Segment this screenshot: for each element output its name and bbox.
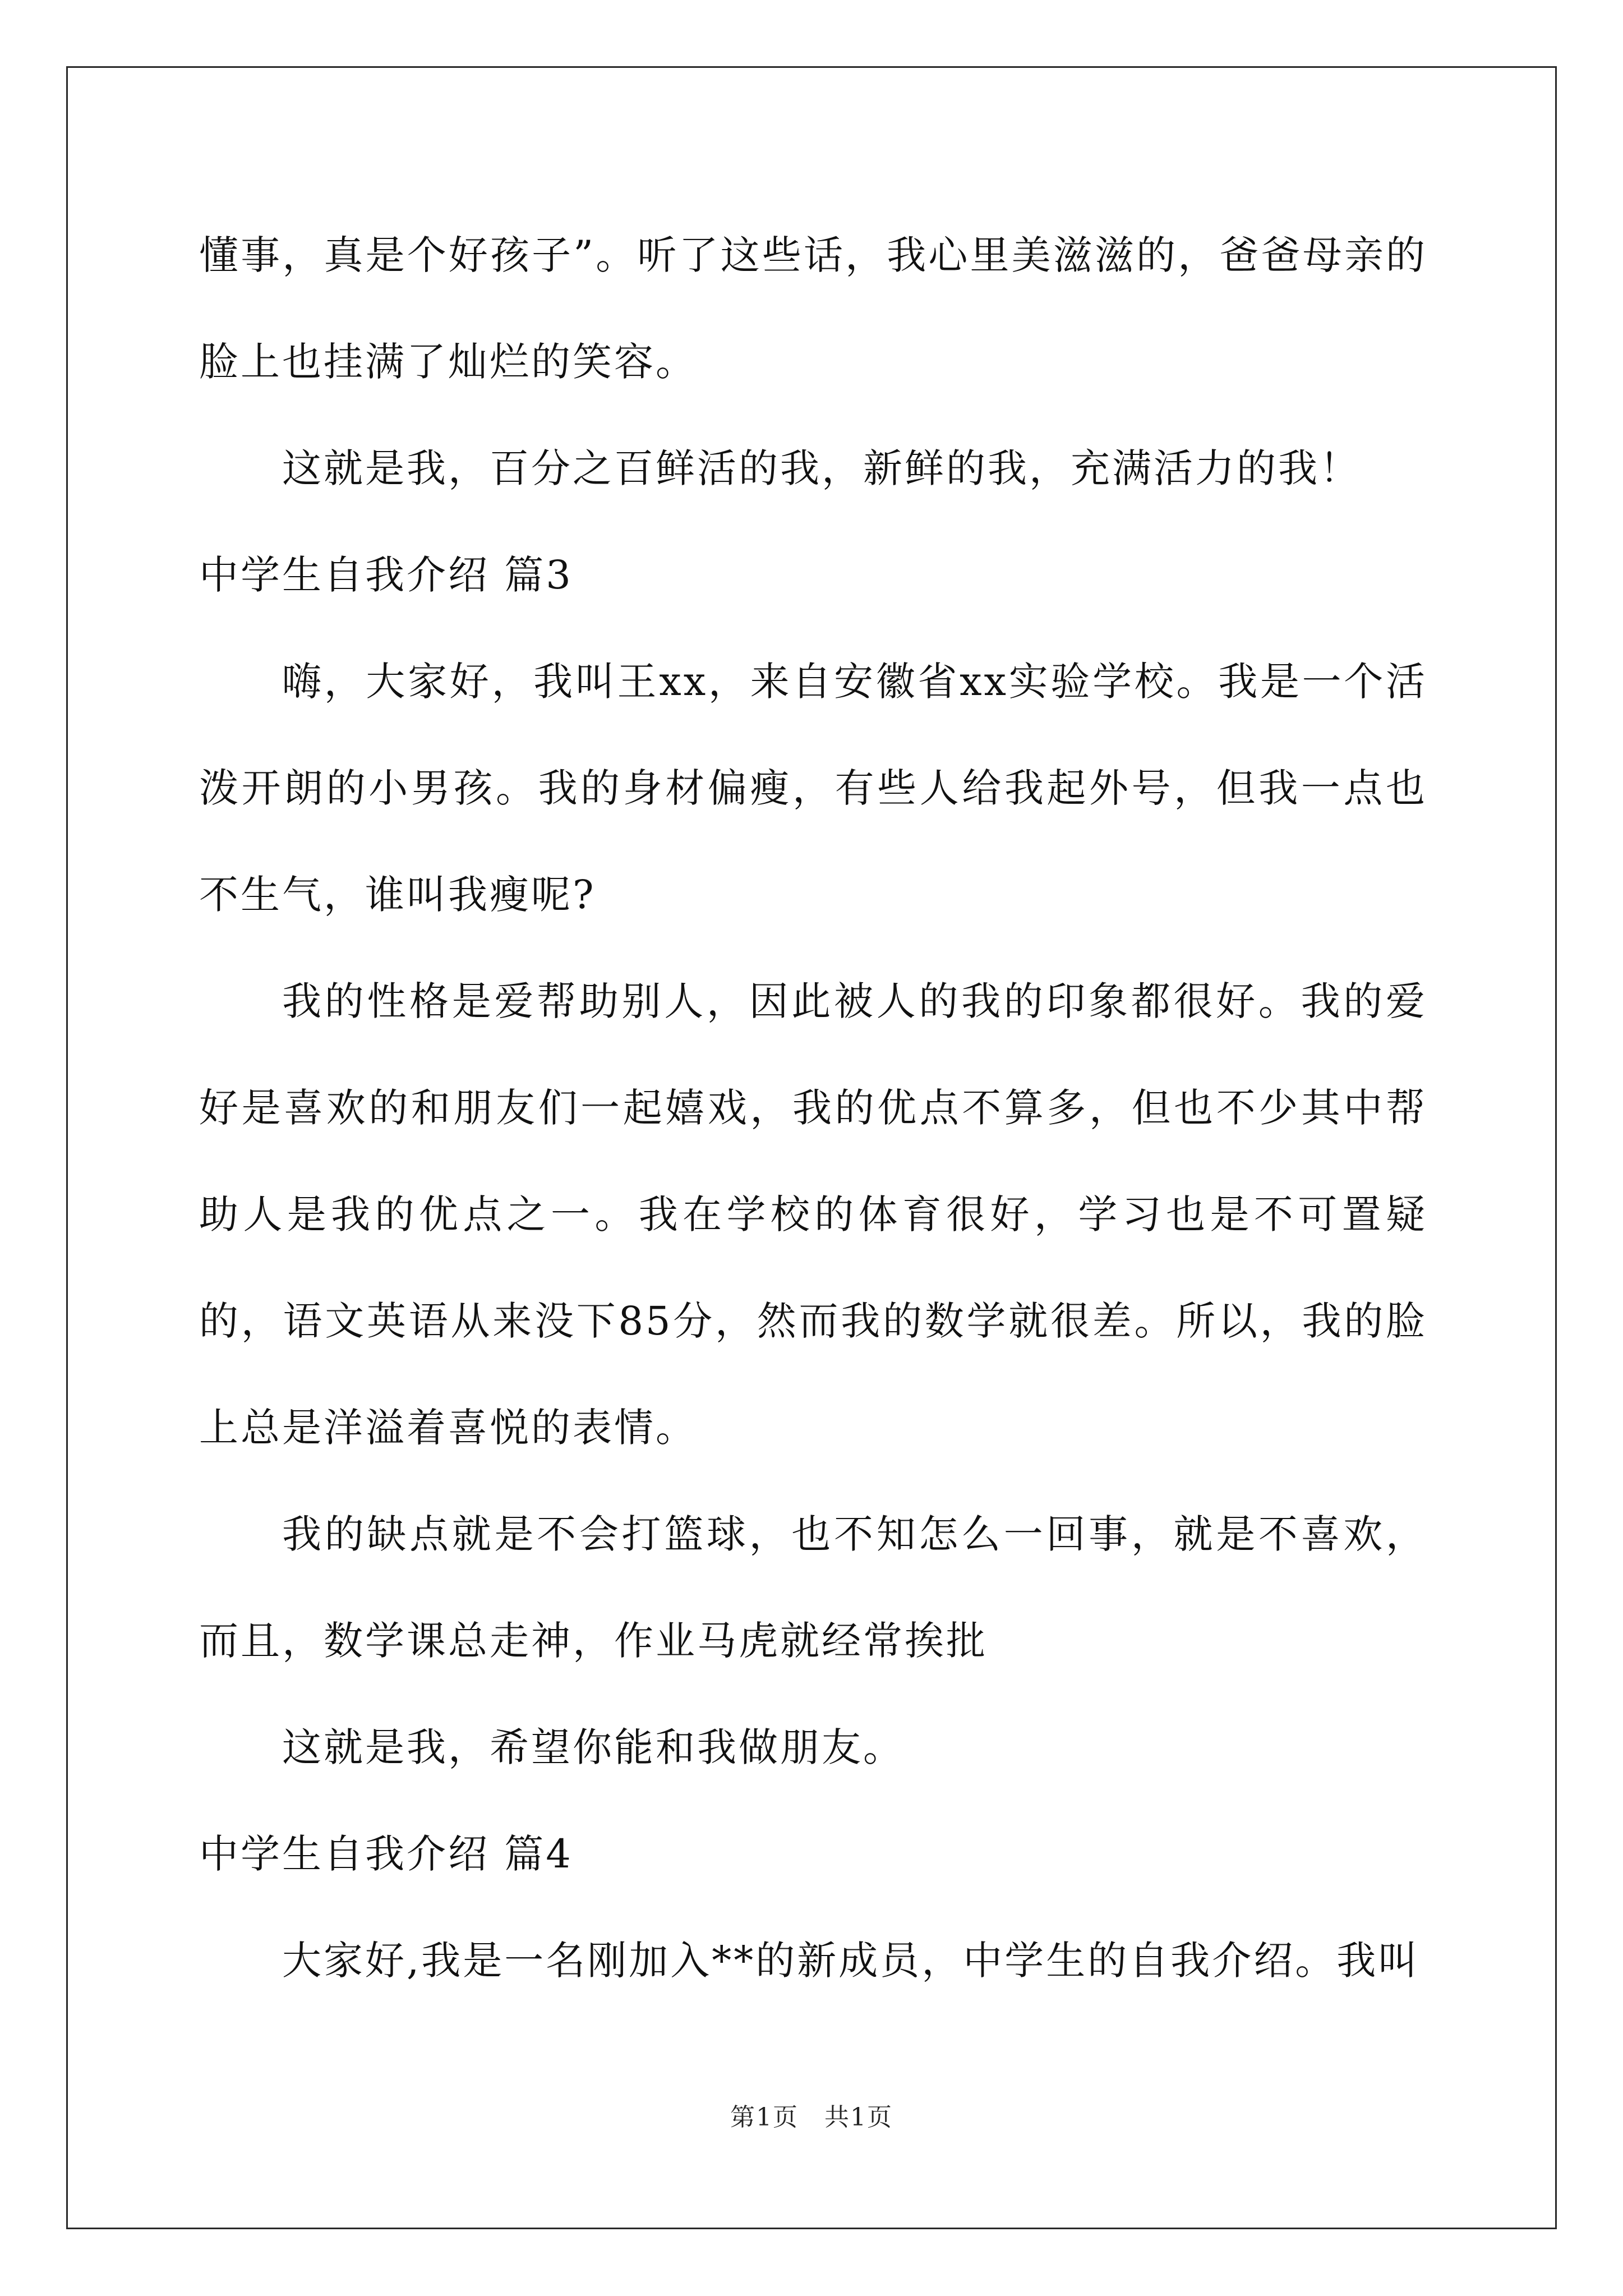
paragraph: 我的性格是爱帮助别人，因此被人的我的印象都很好。我的爱好是喜欢的和朋友们一起嬉戏，我的优点不算多，但也不少其中帮助人是我的优点之一。我在学校的体育很好，学习也是不可置疑的，语文英语从来没下85分，然而我的数学就很差。所以，我的脸上总是洋溢着喜悦的表情。: [199, 978, 1427, 1451]
paragraph: 这就是我，希望你能和我做朋友。: [282, 1724, 905, 1770]
paragraph: 这就是我，百分之百鲜活的我，新鲜的我，充满活力的我！: [282, 445, 1361, 491]
paragraph-continued: 懂事，真是个好孩子”。听了这些话，我心里美滋滋的，爸爸母亲的脸上也挂满了灿烂的笑容。: [199, 232, 1427, 385]
document-body: [199, 202, 1427, 2014]
section-heading-3: 中学生自我介绍 篇3: [199, 552, 573, 598]
section-heading-4: 中学生自我介绍 篇4: [199, 1831, 573, 1877]
paragraph: 嗨，大家好，我叫王xx，来自安徽省xx实验学校。我是一个活泼开朗的小男孩。我的身材偏瘦，有些人给我起外号，但我一点也不生气，谁叫我瘦呢?: [199, 659, 1427, 918]
paragraph: 大家好,我是一名刚加入**的新成员，中学生的自我介绍。我叫: [282, 1938, 1420, 1984]
paragraph: 我的缺点就是不会打篮球，也不知怎么一回事，就是不喜欢，而且，数学课总走神，作业马虎就经常挨批: [199, 1511, 1427, 1664]
page-footer: 第1页 共1页: [730, 2103, 893, 2132]
